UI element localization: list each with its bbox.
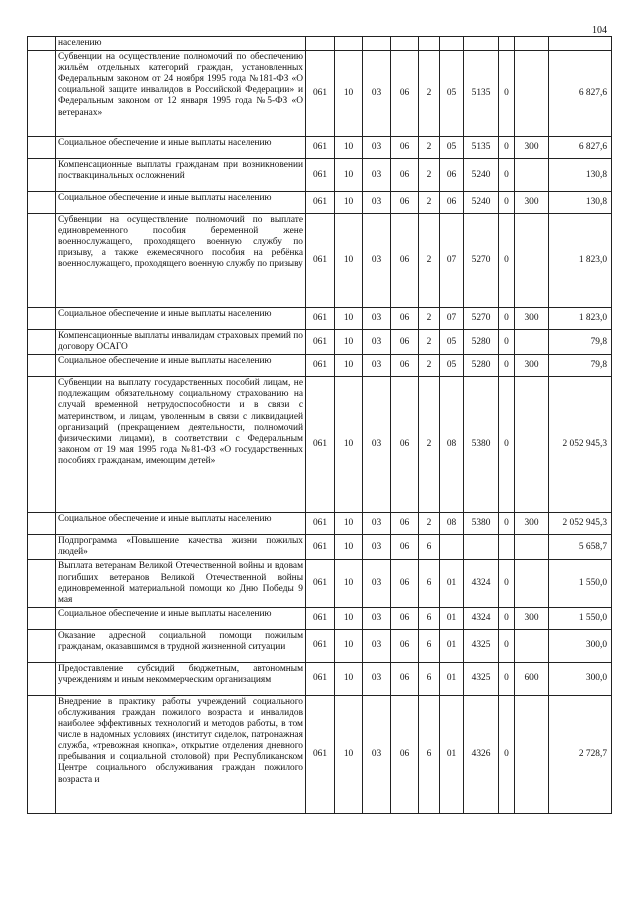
amount-cell: 2 052 945,3 bbox=[549, 513, 612, 535]
code-program-cell: 06 bbox=[391, 535, 419, 560]
code-section-cell bbox=[335, 37, 363, 51]
code-expense-type-cell: 300 bbox=[515, 607, 549, 629]
code-subprogram-cell: 2 bbox=[419, 51, 440, 137]
code-program-cell: 06 bbox=[391, 629, 419, 662]
code-subsection-cell: 03 bbox=[363, 662, 391, 695]
code-event-cell: 01 bbox=[440, 695, 464, 813]
table-row bbox=[28, 355, 612, 377]
code-direction-cell: 5135 bbox=[464, 137, 499, 159]
table-row bbox=[28, 662, 612, 695]
code-subsection-cell: 03 bbox=[363, 695, 391, 813]
code-subprogram-cell bbox=[419, 37, 440, 51]
row-number-cell bbox=[28, 377, 56, 513]
code-program-cell: 06 bbox=[391, 192, 419, 214]
amount-cell: 79,8 bbox=[549, 330, 612, 355]
code-program-cell: 06 bbox=[391, 607, 419, 629]
amount-cell: 1 550,0 bbox=[549, 560, 612, 607]
amount-cell: 1 550,0 bbox=[549, 607, 612, 629]
code-program-cell bbox=[391, 37, 419, 51]
code-section-cell: 10 bbox=[335, 513, 363, 535]
code-grbs-cell: 061 bbox=[306, 159, 335, 192]
code-event-cell: 01 bbox=[440, 560, 464, 607]
code-program-cell: 06 bbox=[391, 662, 419, 695]
code-direction-cell bbox=[464, 37, 499, 51]
code-expense-type-cell bbox=[515, 330, 549, 355]
code-expense-type-cell bbox=[515, 535, 549, 560]
table-row bbox=[28, 377, 612, 513]
code-subsection-cell: 03 bbox=[363, 214, 391, 308]
code-expense-type-cell bbox=[515, 377, 549, 513]
code-expense-type-cell bbox=[515, 51, 549, 137]
table-row bbox=[28, 214, 612, 308]
code-direction-cell: 4325 bbox=[464, 662, 499, 695]
code-subsection-cell: 03 bbox=[363, 355, 391, 377]
code-grbs-cell: 061 bbox=[306, 192, 335, 214]
code-direction-cell: 5280 bbox=[464, 330, 499, 355]
amount-cell: 79,8 bbox=[549, 355, 612, 377]
code-subprogram-cell: 6 bbox=[419, 560, 440, 607]
budget-table bbox=[27, 36, 612, 814]
code-section-cell: 10 bbox=[335, 629, 363, 662]
code-section-cell: 10 bbox=[335, 330, 363, 355]
item-name-cell: Социальное обеспечение и иные выплаты населению bbox=[56, 308, 306, 330]
code-digit-cell: 0 bbox=[499, 607, 515, 629]
code-event-cell bbox=[440, 37, 464, 51]
code-subprogram-cell: 2 bbox=[419, 377, 440, 513]
code-subprogram-cell: 6 bbox=[419, 607, 440, 629]
code-direction-cell: 5240 bbox=[464, 159, 499, 192]
code-grbs-cell: 061 bbox=[306, 607, 335, 629]
item-name-cell: Компенсационные выплаты инвалидам страховых премий по договору ОСАГО bbox=[56, 330, 306, 355]
row-number-cell bbox=[28, 513, 56, 535]
code-section-cell: 10 bbox=[335, 560, 363, 607]
amount-cell: 130,8 bbox=[549, 159, 612, 192]
table-row bbox=[28, 535, 612, 560]
code-digit-cell bbox=[499, 37, 515, 51]
code-direction-cell: 4324 bbox=[464, 607, 499, 629]
code-expense-type-cell bbox=[515, 560, 549, 607]
table-row bbox=[28, 308, 612, 330]
code-event-cell: 08 bbox=[440, 513, 464, 535]
code-direction-cell: 5240 bbox=[464, 192, 499, 214]
item-name-cell: Социальное обеспечение и иные выплаты населению bbox=[56, 513, 306, 535]
item-name-cell: Оказание адресной социальной помощи пожилым гражданам, оказавшимся в трудной жизненной ситуации bbox=[56, 629, 306, 662]
row-number-cell bbox=[28, 560, 56, 607]
code-event-cell: 06 bbox=[440, 159, 464, 192]
code-expense-type-cell: 300 bbox=[515, 137, 549, 159]
code-grbs-cell: 061 bbox=[306, 308, 335, 330]
row-number-cell bbox=[28, 308, 56, 330]
code-subsection-cell: 03 bbox=[363, 377, 391, 513]
item-name-cell: Социальное обеспечение и иные выплаты населению bbox=[56, 137, 306, 159]
code-event-cell: 01 bbox=[440, 662, 464, 695]
code-digit-cell: 0 bbox=[499, 308, 515, 330]
code-subsection-cell: 03 bbox=[363, 137, 391, 159]
code-program-cell: 06 bbox=[391, 330, 419, 355]
code-digit-cell: 0 bbox=[499, 192, 515, 214]
code-grbs-cell: 061 bbox=[306, 377, 335, 513]
code-digit-cell bbox=[499, 535, 515, 560]
table-row bbox=[28, 51, 612, 137]
code-grbs-cell: 061 bbox=[306, 355, 335, 377]
code-expense-type-cell: 300 bbox=[515, 513, 549, 535]
row-number-cell bbox=[28, 662, 56, 695]
row-number-cell bbox=[28, 214, 56, 308]
code-expense-type-cell: 600 bbox=[515, 662, 549, 695]
code-subprogram-cell: 6 bbox=[419, 629, 440, 662]
item-name-cell: Социальное обеспечение и иные выплаты населению bbox=[56, 355, 306, 377]
code-expense-type-cell bbox=[515, 37, 549, 51]
code-subsection-cell: 03 bbox=[363, 629, 391, 662]
code-expense-type-cell bbox=[515, 159, 549, 192]
item-name-cell: Субвенции на выплату государственных пособий лицам, не подлежащим обязательному социальному страхованию на случай временной нетрудоспособности и в связи с материнством, и лицам, уволенным в связи с ликвидацией организаций (прекращением деятельности, полномочий физическими лицами), в соответствии с Федеральным законом от 19 мая 1995 года №81-ФЗ «О государственных пособиях гражданам, имеющим детей» bbox=[56, 377, 306, 513]
code-grbs-cell: 061 bbox=[306, 629, 335, 662]
item-name-cell: населению bbox=[56, 37, 306, 51]
amount-cell: 6 827,6 bbox=[549, 51, 612, 137]
table-row bbox=[28, 629, 612, 662]
table-row bbox=[28, 607, 612, 629]
row-number-cell bbox=[28, 192, 56, 214]
row-number-cell bbox=[28, 695, 56, 813]
row-number-cell bbox=[28, 330, 56, 355]
amount-cell bbox=[549, 37, 612, 51]
code-section-cell: 10 bbox=[335, 137, 363, 159]
code-grbs-cell: 061 bbox=[306, 137, 335, 159]
code-expense-type-cell bbox=[515, 214, 549, 308]
code-subsection-cell: 03 bbox=[363, 607, 391, 629]
code-subsection-cell: 03 bbox=[363, 192, 391, 214]
item-name-cell: Субвенции на осуществление полномочий по обеспечению жильём отдельных категорий граждан, установленных Федеральным законом от 24 ноября 1995 года №181-ФЗ «О социальной защите инвалидов в Российской Федерации» и Федеральным законом от 12 января 1995 года №5-ФЗ «О ветеранах» bbox=[56, 51, 306, 137]
table-row bbox=[28, 159, 612, 192]
code-section-cell: 10 bbox=[335, 695, 363, 813]
code-grbs-cell: 061 bbox=[306, 695, 335, 813]
code-digit-cell: 0 bbox=[499, 377, 515, 513]
code-event-cell: 07 bbox=[440, 308, 464, 330]
code-subsection-cell: 03 bbox=[363, 308, 391, 330]
item-name-cell: Социальное обеспечение и иные выплаты населению bbox=[56, 607, 306, 629]
code-digit-cell: 0 bbox=[499, 51, 515, 137]
amount-cell: 6 827,6 bbox=[549, 137, 612, 159]
code-expense-type-cell: 300 bbox=[515, 355, 549, 377]
code-digit-cell: 0 bbox=[499, 629, 515, 662]
item-name-cell: Предоставление субсидий бюджетным, автономным учреждениям и иным некоммерческим организациям bbox=[56, 662, 306, 695]
table-row bbox=[28, 560, 612, 607]
code-event-cell: 06 bbox=[440, 192, 464, 214]
code-event-cell: 07 bbox=[440, 214, 464, 308]
code-subprogram-cell: 6 bbox=[419, 695, 440, 813]
table-row bbox=[28, 695, 612, 813]
code-subsection-cell: 03 bbox=[363, 51, 391, 137]
code-subprogram-cell: 2 bbox=[419, 308, 440, 330]
amount-cell: 300,0 bbox=[549, 662, 612, 695]
amount-cell: 1 823,0 bbox=[549, 308, 612, 330]
code-direction-cell bbox=[464, 535, 499, 560]
amount-cell: 2 728,7 bbox=[549, 695, 612, 813]
code-section-cell: 10 bbox=[335, 607, 363, 629]
code-subprogram-cell: 2 bbox=[419, 214, 440, 308]
code-grbs-cell: 061 bbox=[306, 330, 335, 355]
code-subsection-cell: 03 bbox=[363, 159, 391, 192]
code-program-cell: 06 bbox=[391, 137, 419, 159]
row-number-cell bbox=[28, 51, 56, 137]
table-row bbox=[28, 192, 612, 214]
row-number-cell bbox=[28, 355, 56, 377]
row-number-cell bbox=[28, 629, 56, 662]
row-number-cell bbox=[28, 607, 56, 629]
code-grbs-cell: 061 bbox=[306, 662, 335, 695]
code-direction-cell: 5135 bbox=[464, 51, 499, 137]
code-grbs-cell: 061 bbox=[306, 535, 335, 560]
code-section-cell: 10 bbox=[335, 159, 363, 192]
code-direction-cell: 5270 bbox=[464, 308, 499, 330]
code-subprogram-cell: 6 bbox=[419, 535, 440, 560]
code-subsection-cell: 03 bbox=[363, 535, 391, 560]
code-subprogram-cell: 2 bbox=[419, 355, 440, 377]
item-name-cell: Субвенции на осуществление полномочий по выплате единовременного пособия беременной жене военнослужащего, проходящего военную службу по призыву, а также ежемесячного пособия на ребёнка военнослужащего, проходящего военную службу по призыву bbox=[56, 214, 306, 308]
code-grbs-cell: 061 bbox=[306, 51, 335, 137]
code-expense-type-cell bbox=[515, 695, 549, 813]
code-digit-cell: 0 bbox=[499, 330, 515, 355]
code-subprogram-cell: 2 bbox=[419, 137, 440, 159]
amount-cell: 2 052 945,3 bbox=[549, 377, 612, 513]
item-name-cell: Социальное обеспечение и иные выплаты населению bbox=[56, 192, 306, 214]
code-program-cell: 06 bbox=[391, 377, 419, 513]
code-program-cell: 06 bbox=[391, 560, 419, 607]
code-subprogram-cell: 2 bbox=[419, 330, 440, 355]
code-program-cell: 06 bbox=[391, 513, 419, 535]
page-number: 104 bbox=[592, 25, 607, 36]
table-row bbox=[28, 37, 612, 51]
code-direction-cell: 4326 bbox=[464, 695, 499, 813]
code-direction-cell: 4324 bbox=[464, 560, 499, 607]
code-section-cell: 10 bbox=[335, 535, 363, 560]
code-program-cell: 06 bbox=[391, 51, 419, 137]
code-event-cell bbox=[440, 535, 464, 560]
code-event-cell: 05 bbox=[440, 51, 464, 137]
code-direction-cell: 5270 bbox=[464, 214, 499, 308]
table-row bbox=[28, 137, 612, 159]
code-section-cell: 10 bbox=[335, 355, 363, 377]
code-program-cell: 06 bbox=[391, 695, 419, 813]
code-event-cell: 08 bbox=[440, 377, 464, 513]
code-program-cell: 06 bbox=[391, 355, 419, 377]
code-subsection-cell bbox=[363, 37, 391, 51]
code-program-cell: 06 bbox=[391, 308, 419, 330]
item-name-cell: Подпрограмма «Повышение качества жизни пожилых людей» bbox=[56, 535, 306, 560]
code-subprogram-cell: 2 bbox=[419, 192, 440, 214]
code-event-cell: 05 bbox=[440, 137, 464, 159]
code-subprogram-cell: 2 bbox=[419, 513, 440, 535]
code-section-cell: 10 bbox=[335, 308, 363, 330]
item-name-cell: Компенсационные выплаты гражданам при возникновении поствакцинальных осложнений bbox=[56, 159, 306, 192]
code-section-cell: 10 bbox=[335, 662, 363, 695]
amount-cell: 300,0 bbox=[549, 629, 612, 662]
code-direction-cell: 5380 bbox=[464, 377, 499, 513]
code-expense-type-cell bbox=[515, 629, 549, 662]
code-subsection-cell: 03 bbox=[363, 513, 391, 535]
table-row bbox=[28, 513, 612, 535]
code-subprogram-cell: 2 bbox=[419, 159, 440, 192]
code-grbs-cell: 061 bbox=[306, 513, 335, 535]
code-digit-cell: 0 bbox=[499, 513, 515, 535]
code-digit-cell: 0 bbox=[499, 355, 515, 377]
code-section-cell: 10 bbox=[335, 51, 363, 137]
code-digit-cell: 0 bbox=[499, 560, 515, 607]
amount-cell: 5 658,7 bbox=[549, 535, 612, 560]
code-event-cell: 05 bbox=[440, 330, 464, 355]
code-digit-cell: 0 bbox=[499, 214, 515, 308]
code-digit-cell: 0 bbox=[499, 662, 515, 695]
table-row bbox=[28, 330, 612, 355]
row-number-cell bbox=[28, 37, 56, 51]
code-grbs-cell: 061 bbox=[306, 560, 335, 607]
code-grbs-cell bbox=[306, 37, 335, 51]
code-digit-cell: 0 bbox=[499, 159, 515, 192]
code-section-cell: 10 bbox=[335, 214, 363, 308]
code-program-cell: 06 bbox=[391, 159, 419, 192]
code-grbs-cell: 061 bbox=[306, 214, 335, 308]
row-number-cell bbox=[28, 159, 56, 192]
code-direction-cell: 5380 bbox=[464, 513, 499, 535]
code-digit-cell: 0 bbox=[499, 695, 515, 813]
code-event-cell: 01 bbox=[440, 629, 464, 662]
item-name-cell: Выплата ветеранам Великой Отечественной войны и вдовам погибших ветеранов Великой Отечественной войны единовременной материальной помощи ко Дню Победы 9 мая bbox=[56, 560, 306, 607]
code-event-cell: 01 bbox=[440, 607, 464, 629]
row-number-cell bbox=[28, 137, 56, 159]
code-subprogram-cell: 6 bbox=[419, 662, 440, 695]
code-section-cell: 10 bbox=[335, 192, 363, 214]
amount-cell: 1 823,0 bbox=[549, 214, 612, 308]
code-event-cell: 05 bbox=[440, 355, 464, 377]
code-section-cell: 10 bbox=[335, 377, 363, 513]
code-direction-cell: 5280 bbox=[464, 355, 499, 377]
code-expense-type-cell: 300 bbox=[515, 308, 549, 330]
item-name-cell: Внедрение в практику работы учреждений социального обслуживания граждан пожилого возраста и инвалидов наиболее эффективных технологий и методов работы, в том числе в надомных условиях (институт сиделок, патронажная служба, «тревожная кнопка», открытие отделения дневного пребывания и социальной столовой) при Республиканском Центре социального обслуживания граждан пожилого возраста и bbox=[56, 695, 306, 813]
code-expense-type-cell: 300 bbox=[515, 192, 549, 214]
code-subsection-cell: 03 bbox=[363, 330, 391, 355]
code-digit-cell: 0 bbox=[499, 137, 515, 159]
amount-cell: 130,8 bbox=[549, 192, 612, 214]
code-program-cell: 06 bbox=[391, 214, 419, 308]
row-number-cell bbox=[28, 535, 56, 560]
code-direction-cell: 4325 bbox=[464, 629, 499, 662]
code-subsection-cell: 03 bbox=[363, 560, 391, 607]
